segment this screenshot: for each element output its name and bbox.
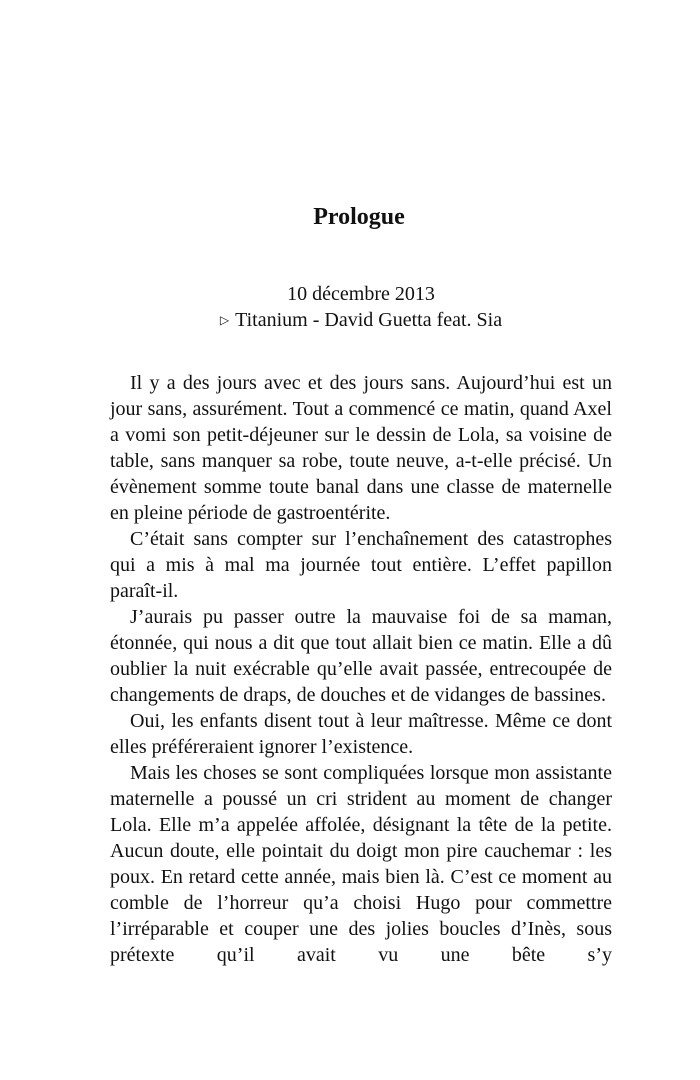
chapter-body [110,370,612,968]
chapter-epigraph [0,281,700,333]
paragraph-5: Mais les choses se sont compliquées lorsque mon assistante maternelle a poussé un cri strident au moment de changer Lola. Elle m’a appelée affolée, désignant la tête de la petite. Aucun doute, elle pointait du doigt mon pire cauchemar : les poux. En retard cette année, mais bien là. C’est ce moment au comble de l’horreur qu’a choisi Hugo pour commettre l’irréparable et couper une des jolies boucles d’Inès, sous prétexte qu’il avait vu une bête s’y [110,762,612,966]
play-triangle-icon: ▷ [219,313,230,327]
chapter-date: 10 décembre 2013 [287,283,435,305]
paragraph-2: C’était sans compter sur l’enchaînement des catastrophes qui a mis à mal ma journée tout entière. L’effet papillon paraît-il. [110,528,612,602]
paragraph-3: J’aurais pu passer outre la mauvaise foi de sa maman, étonnée, qui nous a dit que tout allait bien ce matin. Elle a dû oublier la nuit exécrable qu’elle avait passée, entrecoupée de changements de draps, de douches et de vidanges de bassines. [110,606,612,706]
paragraph-4: Oui, les enfants disent tout à leur maîtresse. Même ce dont elles préféreraient ignorer l’existence. [110,710,612,758]
chapter-title: Prologue [313,204,405,230]
song-line [0,307,700,333]
paragraph-1: Il y a des jours avec et des jours sans. Aujourd’hui est un jour sans, assurément. Tout a commencé ce matin, quand Axel a vomi son petit-déjeuner sur le dessin de Lola, sa voisine de table, sans manquer sa robe, toute neuve, a-t-elle précisé. Un évènement somme toute banal dans une classe de maternelle en pleine période de gastroentérite. [110,372,612,524]
song-title: Titanium - David Guetta feat. Sia [235,309,503,331]
